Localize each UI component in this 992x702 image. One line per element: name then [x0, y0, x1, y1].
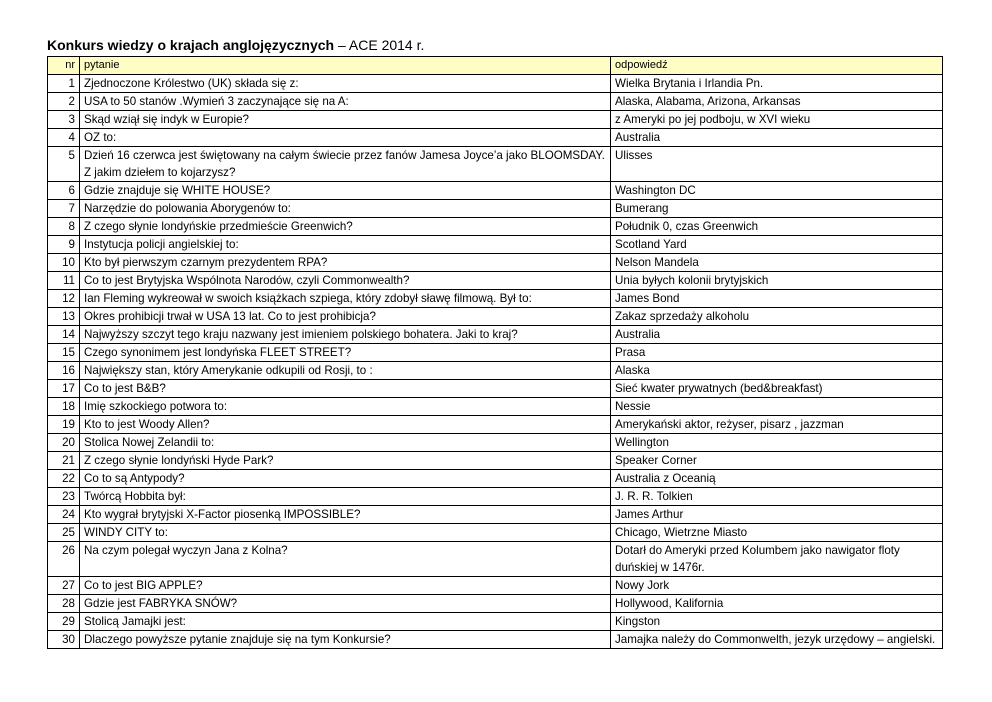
table-row [48, 434, 943, 452]
row-question: Gdzie znajduje się WHITE HOUSE? [80, 182, 611, 200]
table-row [48, 362, 943, 380]
row-answer: Nessie [611, 398, 943, 416]
row-answer: Hollywood, Kalifornia [611, 595, 943, 613]
row-question: Skąd wziął się indyk w Europie? [80, 111, 611, 129]
table-row [48, 613, 943, 631]
row-number: 14 [48, 326, 80, 344]
row-question: Kto był pierwszym czarnym prezydentem RPA? [80, 254, 611, 272]
row-question: Największy stan, który Amerykanie odkupili od Rosji, to : [80, 362, 611, 380]
row-answer: z Ameryki po jej podboju, w XVI wieku [611, 111, 943, 129]
row-answer: Washington DC [611, 182, 943, 200]
row-number: 5 [48, 147, 80, 182]
row-answer: Nelson Mandela [611, 254, 943, 272]
row-number: 6 [48, 182, 80, 200]
header-answer: odpowiedź [611, 57, 943, 75]
table-row [48, 93, 943, 111]
row-number: 16 [48, 362, 80, 380]
row-answer: Alaska, Alabama, Arizona, Arkansas [611, 93, 943, 111]
row-answer: Sieć kwater prywatnych (bed&breakfast) [611, 380, 943, 398]
row-question: Kto to jest Woody Allen? [80, 416, 611, 434]
row-answer: Zakaz sprzedaży alkoholu [611, 308, 943, 326]
row-answer: Chicago, Wietrzne Miasto [611, 524, 943, 542]
row-question: Z czego słynie londyńskie przedmieście Greenwich? [80, 218, 611, 236]
row-question: Co to są Antypody? [80, 470, 611, 488]
table-row [48, 200, 943, 218]
table-row [48, 380, 943, 398]
row-number: 1 [48, 75, 80, 93]
title-bold: Konkurs wiedzy o krajach anglojęzycznych [47, 37, 335, 53]
table-row [48, 631, 943, 649]
row-answer: Scotland Yard [611, 236, 943, 254]
row-question: WINDY CITY to: [80, 524, 611, 542]
row-answer: Bumerang [611, 200, 943, 218]
table-row [48, 290, 943, 308]
row-answer: James Bond [611, 290, 943, 308]
row-answer: Dotarł do Ameryki przed Kolumbem jako nawigator floty duńskiej w 1476r. [611, 542, 943, 577]
row-number: 29 [48, 613, 80, 631]
table-row [48, 344, 943, 362]
row-number: 22 [48, 470, 80, 488]
table-row [48, 452, 943, 470]
row-question: Co to jest Brytyjska Wspólnota Narodów, czyli Commonwealth? [80, 272, 611, 290]
title-rest: – ACE 2014 r. [334, 37, 425, 53]
table-row [48, 254, 943, 272]
document-page [47, 36, 942, 649]
row-number: 17 [48, 380, 80, 398]
row-number: 3 [48, 111, 80, 129]
row-number: 24 [48, 506, 80, 524]
table-row [48, 147, 943, 182]
row-answer: Unia byłych kolonii brytyjskich [611, 272, 943, 290]
row-answer: Ulisses [611, 147, 943, 182]
row-question: USA to 50 stanów .Wymień 3 zaczynające się na A: [80, 93, 611, 111]
table-row [48, 218, 943, 236]
table-header-row [48, 57, 943, 75]
table-row [48, 524, 943, 542]
table-row [48, 416, 943, 434]
row-answer: Nowy Jork [611, 577, 943, 595]
table-row [48, 272, 943, 290]
row-number: 10 [48, 254, 80, 272]
row-answer: Prasa [611, 344, 943, 362]
row-question: Na czym polegał wyczyn Jana z Kolna? [80, 542, 611, 577]
row-answer: Speaker Corner [611, 452, 943, 470]
row-number: 18 [48, 398, 80, 416]
row-number: 30 [48, 631, 80, 649]
row-question: Czego synonimem jest londyńska FLEET STREET? [80, 344, 611, 362]
row-number: 27 [48, 577, 80, 595]
row-question: Dlaczego powyższe pytanie znajduje się na tym Konkursie? [80, 631, 611, 649]
table-row [48, 577, 943, 595]
row-question: Co to jest BIG APPLE? [80, 577, 611, 595]
row-question: Kto wygrał brytyjski X-Factor piosenką IMPOSSIBLE? [80, 506, 611, 524]
row-question: Z czego słynie londyński Hyde Park? [80, 452, 611, 470]
row-number: 15 [48, 344, 80, 362]
table-row [48, 398, 943, 416]
row-number: 4 [48, 129, 80, 147]
table-row [48, 129, 943, 147]
table-row [48, 182, 943, 200]
row-number: 26 [48, 542, 80, 577]
table-row [48, 542, 943, 577]
table-row [48, 595, 943, 613]
table-row [48, 75, 943, 93]
row-number: 19 [48, 416, 80, 434]
header-question: pytanie [80, 57, 611, 75]
row-answer: Południk 0, czas Greenwich [611, 218, 943, 236]
row-number: 8 [48, 218, 80, 236]
row-answer: Australia [611, 129, 943, 147]
row-number: 12 [48, 290, 80, 308]
row-answer: J. R. R. Tolkien [611, 488, 943, 506]
row-number: 23 [48, 488, 80, 506]
header-nr: nr [48, 57, 80, 75]
row-answer: Australia [611, 326, 943, 344]
row-number: 11 [48, 272, 80, 290]
table-row [48, 488, 943, 506]
row-number: 25 [48, 524, 80, 542]
row-answer: Wielka Brytania i Irlandia Pn. [611, 75, 943, 93]
table-row [48, 236, 943, 254]
row-question: Twórcą Hobbita był: [80, 488, 611, 506]
row-answer: James Arthur [611, 506, 943, 524]
row-question: Imię szkockiego potwora to: [80, 398, 611, 416]
document-title [47, 36, 942, 56]
row-question: Stolicą Jamajki jest: [80, 613, 611, 631]
row-question: OZ to: [80, 129, 611, 147]
table-row [48, 308, 943, 326]
table-row [48, 506, 943, 524]
table-row [48, 470, 943, 488]
row-number: 21 [48, 452, 80, 470]
row-question: Instytucja policji angielskiej to: [80, 236, 611, 254]
quiz-table [47, 56, 943, 649]
row-question: Gdzie jest FABRYKA SNÓW? [80, 595, 611, 613]
row-answer: Wellington [611, 434, 943, 452]
row-question: Co to jest B&B? [80, 380, 611, 398]
row-answer: Jamajka należy do Commonwelth, jezyk urzędowy – angielski. [611, 631, 943, 649]
table-row [48, 111, 943, 129]
row-number: 7 [48, 200, 80, 218]
row-number: 20 [48, 434, 80, 452]
row-question: Dzień 16 czerwca jest świętowany na całym świecie przez fanów Jamesa Joyce’a jako BLOOMSDAY. Z jakim dziełem to kojarzysz? [80, 147, 611, 182]
row-question: Narzędzie do polowania Aborygenów to: [80, 200, 611, 218]
row-question: Ian Fleming wykreował w swoich książkach szpiega, który zdobył sławę filmową. Był to: [80, 290, 611, 308]
row-answer: Kingston [611, 613, 943, 631]
row-number: 9 [48, 236, 80, 254]
row-number: 13 [48, 308, 80, 326]
row-question: Najwyższy szczyt tego kraju nazwany jest imieniem polskiego bohatera. Jaki to kraj? [80, 326, 611, 344]
row-answer: Amerykański aktor, reżyser, pisarz , jazzman [611, 416, 943, 434]
row-answer: Australia z Oceanią [611, 470, 943, 488]
row-number: 2 [48, 93, 80, 111]
row-number: 28 [48, 595, 80, 613]
row-question: Zjednoczone Królestwo (UK) składa się z: [80, 75, 611, 93]
row-answer: Alaska [611, 362, 943, 380]
row-question: Stolica Nowej Zelandii to: [80, 434, 611, 452]
table-row [48, 326, 943, 344]
row-question: Okres prohibicji trwał w USA 13 lat. Co to jest prohibicja? [80, 308, 611, 326]
